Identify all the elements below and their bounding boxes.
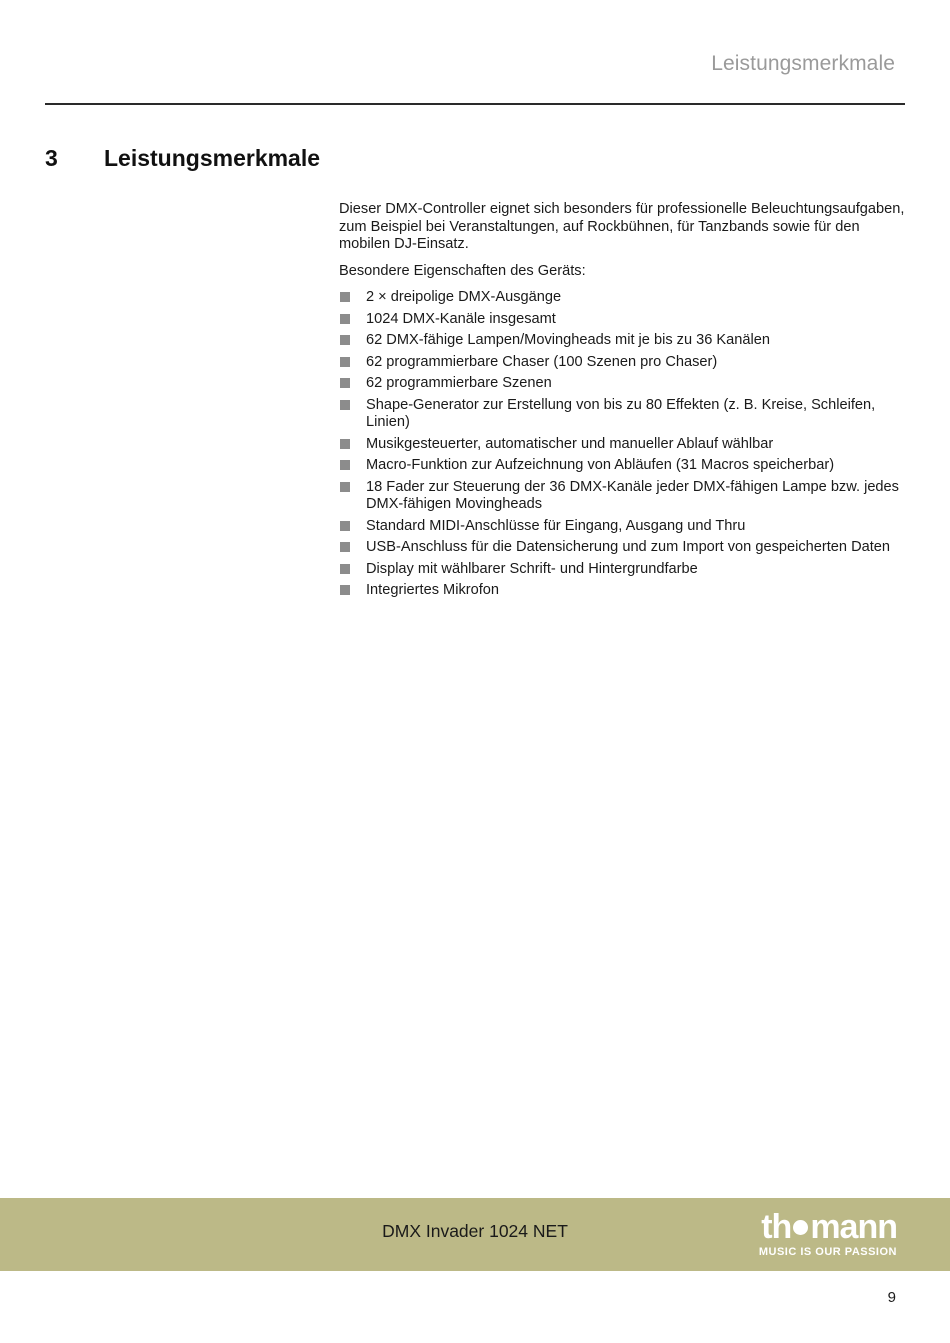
running-header: Leistungsmerkmale — [711, 52, 895, 75]
list-item-text: 62 DMX-fähige Lampen/Movingheads mit je bis zu 36 Kanälen — [366, 332, 770, 348]
list-item — [339, 582, 907, 600]
chapter-content — [339, 201, 907, 604]
list-item — [339, 457, 907, 475]
chapter-title: Leistungsmerkmale — [104, 145, 321, 171]
list-item-text: Integriertes Mikrofon — [366, 582, 500, 598]
list-item-text: 1024 DMX-Kanäle insgesamt — [366, 310, 556, 327]
square-bullet-icon — [340, 335, 350, 345]
list-item — [339, 479, 907, 514]
feature-list — [339, 289, 907, 600]
list-item — [339, 397, 907, 432]
square-bullet-icon — [340, 378, 350, 388]
list-item — [339, 354, 907, 372]
square-bullet-icon — [340, 564, 350, 574]
page-number: 9 — [887, 1289, 896, 1306]
list-item — [339, 375, 907, 393]
list-item-text: 2 × dreipolige DMX-Ausgänge — [366, 289, 562, 305]
list-item-text: 18 Fader zur Steuerung der 36 DMX-Kanäle jeder DMX-fähigen Lampe bzw. jedes DMX-fähigen Movingheads — [366, 478, 899, 512]
list-item-text: Shape-Generator zur Erstellung von bis zu 80 Effekten (z. B. Kreise, Schleifen, Linien) — [366, 396, 876, 430]
brand-wordmark-right: mann — [810, 1208, 897, 1246]
brand-tagline: MUSIC IS OUR PASSION — [758, 1246, 897, 1258]
header-divider — [45, 103, 905, 105]
brand-wordmark-left: th — [761, 1208, 792, 1246]
features-lead: Besondere Eigenschaften des Geräts: — [339, 262, 586, 279]
list-item-text: USB-Anschluss für die Datensicherung und zum Import von gespeicherten Daten — [366, 539, 891, 555]
list-item-text: Display mit wählbarer Schrift- und Hintergrundfarbe — [366, 560, 698, 577]
brand-dot-icon — [793, 1220, 808, 1235]
square-bullet-icon — [340, 521, 350, 531]
square-bullet-icon — [340, 542, 350, 552]
list-item-text: Macro-Funktion zur Aufzeichnung von Abläufen (31 Macros speicherbar) — [366, 457, 835, 473]
list-item — [339, 436, 907, 454]
square-bullet-icon — [340, 439, 350, 449]
list-item — [339, 539, 907, 557]
list-item — [339, 561, 907, 579]
list-item-text: Standard MIDI-Anschlüsse für Eingang, Ausgang und Thru — [366, 517, 746, 534]
list-item — [339, 518, 907, 536]
square-bullet-icon — [340, 460, 350, 470]
list-item — [339, 332, 907, 350]
list-item — [339, 311, 907, 329]
chapter-number: 3 — [45, 145, 58, 171]
list-item — [339, 289, 907, 307]
square-bullet-icon — [340, 314, 350, 324]
square-bullet-icon — [340, 292, 350, 302]
list-item-text: 62 programmierbare Szenen — [366, 375, 552, 391]
list-item-text: Musikgesteuerter, automatischer und manueller Ablauf wählbar — [366, 435, 774, 452]
list-item-text: 62 programmierbare Chaser (100 Szenen pro Chaser) — [366, 353, 718, 370]
intro-paragraph: Dieser DMX-Controller eignet sich besonders für professionelle Beleuchtungsaufgaben, zum Beispiel bei Veranstaltungen, auf Rockbühnen, für Tanzbands sowie für den mobilen DJ-Einsatz. — [339, 201, 905, 252]
square-bullet-icon — [340, 585, 350, 595]
thomann-logo — [737, 1210, 897, 1258]
square-bullet-icon — [340, 482, 350, 492]
square-bullet-icon — [340, 400, 350, 410]
product-name: DMX Invader 1024 NET — [382, 1221, 568, 1241]
brand-wordmark — [737, 1210, 897, 1244]
square-bullet-icon — [340, 357, 350, 367]
